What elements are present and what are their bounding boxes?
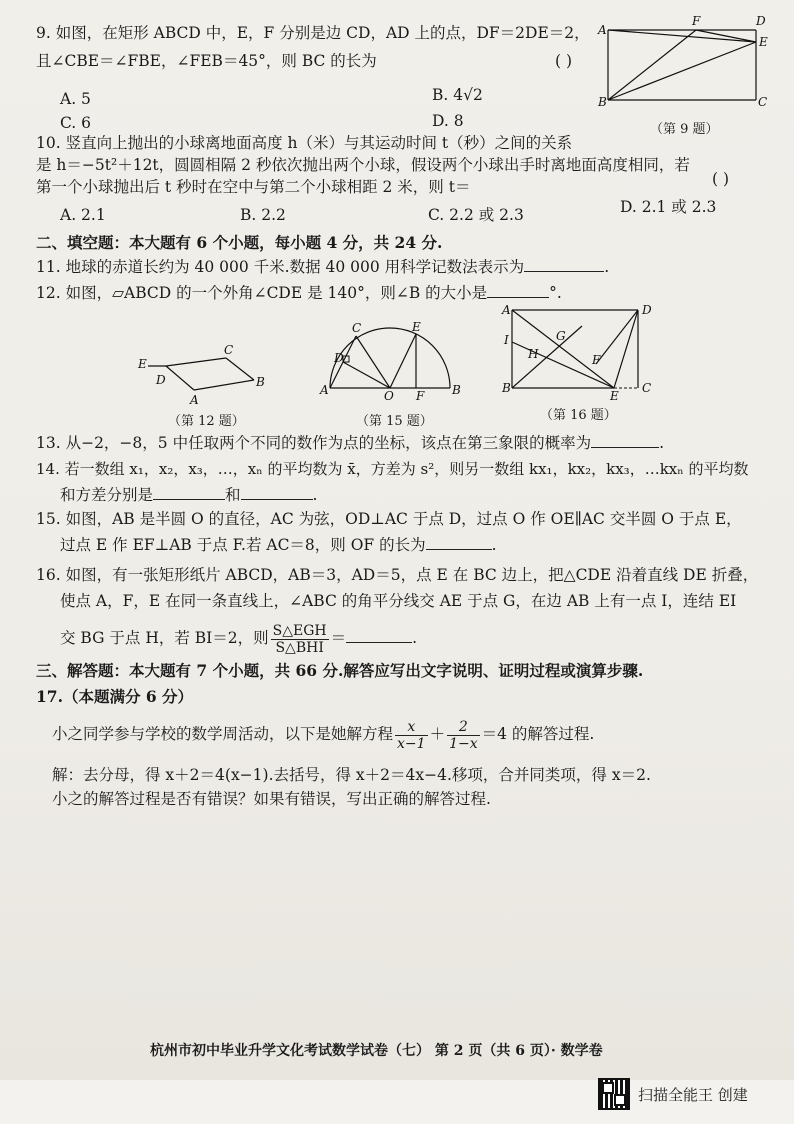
- svg-text:E: E: [759, 35, 768, 49]
- svg-text:B: B: [598, 95, 607, 109]
- q10-line2: 是 h＝−5t²＋12t，圆圆相隔 2 秒依次抛出两个小球，假设两个小球出手时离地面高度相同，若: [36, 156, 690, 174]
- q15-end: .: [491, 536, 497, 554]
- q14-end: .: [312, 486, 318, 504]
- q17-line1: [52, 716, 594, 752]
- q16-prompt: 交 BG 于点 H，若 BI＝2，则: [60, 629, 269, 647]
- q10-line1: 10. 竖直向上抛出的小球离地面高度 h（米）与其运动时间 t（秒）之间的关系: [36, 134, 573, 152]
- q14-and: 和: [225, 486, 241, 504]
- q12-answer-blank[interactable]: [487, 283, 549, 298]
- section-2-heading: 二、填空题：本大题有 6 个小题，每小题 4 分，共 24 分.: [36, 233, 443, 252]
- svg-text:G: G: [556, 329, 566, 343]
- svg-text:F: F: [416, 389, 425, 402]
- svg-text:C: C: [224, 343, 234, 357]
- svg-text:A: A: [598, 23, 607, 37]
- q17-f1-numerator: x: [395, 719, 428, 736]
- q13-prompt: 13. 从−2，−8，5 中任取两个不同的数作为点的坐标，该点在第三象限的概率为: [36, 434, 592, 452]
- svg-text:A: A: [320, 383, 329, 397]
- q14-prompt: 和方差分别是: [60, 486, 154, 504]
- q17-solution: 解：去分母，得 x＋2＝4(x−1).去括号，得 x＋2＝4x−4.移项，合并同类项，得 x＝2.: [52, 766, 651, 784]
- q9-option-c: C. 6: [60, 114, 92, 132]
- svg-text:O: O: [384, 389, 394, 402]
- q17-plus: ＋: [429, 725, 446, 743]
- q16-equals: ＝: [330, 629, 347, 647]
- figure-12-caption: （第 12 题）: [168, 414, 245, 429]
- q13-answer-blank[interactable]: [591, 433, 659, 448]
- svg-text:D: D: [156, 373, 166, 387]
- figure-15: [316, 322, 466, 402]
- svg-text:E: E: [610, 389, 619, 403]
- q13-end: .: [659, 434, 665, 452]
- q12-prompt: 12. 如图，▱ABCD 的一个外角∠CDE 是 140°，则∠B 的大小是: [36, 284, 488, 302]
- figure-9-caption: （第 9 题）: [650, 122, 719, 137]
- q10-paren: ( ): [712, 170, 730, 188]
- q15-prompt: 过点 E 作 EF⊥AB 于点 F.若 AC＝8，则 OF 的长为: [60, 536, 426, 554]
- q11-text: [36, 256, 609, 278]
- q10-option-b: B. 2.2: [240, 206, 286, 224]
- q10-line3: 第一个小球抛出后 t 秒时在空中与第二个小球相距 2 米，则 t＝: [36, 178, 471, 196]
- q17-heading: 17.（本题满分 6 分）: [36, 687, 194, 706]
- figure-9: [596, 14, 776, 114]
- svg-text:A: A: [190, 393, 199, 407]
- q9-line2: 且∠CBE＝∠FBE，∠FEB＝45°，则 BC 的长为: [36, 52, 377, 70]
- svg-text:C: C: [642, 381, 652, 395]
- svg-text:D: D: [756, 14, 766, 28]
- q9-line1: 9. 如图，在矩形 ABCD 中，E，F 分别是边 CD，AD 上的点，DF＝2DE＝2，: [36, 24, 590, 42]
- svg-text:F: F: [592, 353, 601, 367]
- svg-text:H: H: [528, 347, 539, 361]
- qr-code-icon: [598, 1078, 630, 1110]
- q12-text: [36, 282, 562, 304]
- svg-text:D: D: [642, 303, 652, 317]
- svg-text:E: E: [412, 322, 421, 334]
- q16-ratio-fraction: [271, 623, 329, 656]
- figure-16: [498, 300, 668, 405]
- page-footer: 杭州市初中毕业升学文化考试数学试卷（七） 第 2 页（共 6 页）· 数学卷: [150, 1043, 603, 1059]
- q17-intro-end: ＝4 的解答过程.: [481, 725, 595, 743]
- section-3-heading: 三、解答题：本大题有 7 个小题，共 66 分.解答应写出文字说明、证明过程或演算步骤.: [36, 661, 644, 680]
- q17-question: 小之的解答过程是否有错误？如果有错误，写出正确的解答过程.: [52, 790, 491, 808]
- q14-answer-blank-2[interactable]: [241, 485, 313, 500]
- q16-numerator: S△EGH: [272, 622, 327, 639]
- q15-line1: 15. 如图，AB 是半圆 O 的直径，AC 为弦，OD⊥AC 于点 D，过点 O 作 OE∥AC 交半圆 O 于点 E，: [36, 510, 742, 528]
- svg-text:F: F: [692, 14, 701, 28]
- figure-12: [136, 340, 276, 410]
- q10-option-d: D. 2.1 或 2.3: [620, 198, 717, 216]
- scanner-watermark: [598, 1078, 748, 1110]
- q9-paren: ( ): [555, 52, 573, 70]
- svg-text:B: B: [502, 381, 511, 395]
- q11-prompt: 11. 地球的赤道长约为 40 000 千米.数据 40 000 用科学记数法表示为: [36, 258, 525, 276]
- q17-intro: 小之同学参与学校的数学周活动，以下是她解方程: [52, 725, 394, 743]
- q14-line1: 14. 若一数组 x₁，x₂，x₃，…，xₙ 的平均数为 x̄，方差为 s²，则另一数组 kx₁，kx₂，kx₃，…kxₙ 的平均数: [36, 460, 749, 478]
- q14-answer-blank-1[interactable]: [153, 485, 225, 500]
- q16-end: .: [412, 629, 418, 647]
- figure-15-caption: （第 15 题）: [356, 414, 433, 429]
- q15-line2: [60, 534, 497, 556]
- q10-option-a: A. 2.1: [60, 206, 106, 224]
- svg-text:C: C: [352, 322, 362, 335]
- q16-line1: 16. 如图，有一张矩形纸片 ABCD，AB＝3，AD＝5，点 E 在 BC 边上，把△CDE 沿着直线 DE 折叠，: [36, 566, 759, 584]
- q16-denominator: S△BHI: [275, 639, 324, 656]
- q9-option-d: D. 8: [432, 112, 464, 130]
- figure-16-caption: （第 16 题）: [540, 408, 617, 423]
- q16-line3: [60, 620, 417, 656]
- q17-f2-denominator: 1−x: [449, 735, 478, 752]
- q10-option-c: C. 2.2 或 2.3: [428, 206, 524, 224]
- q16-answer-blank[interactable]: [346, 628, 412, 643]
- svg-text:I: I: [504, 333, 509, 347]
- scanner-brand-text: 扫描全能王 创建: [638, 1085, 748, 1104]
- svg-text:E: E: [138, 357, 147, 371]
- svg-text:A: A: [502, 303, 511, 317]
- q15-answer-blank[interactable]: [426, 535, 492, 550]
- q14-line2: [60, 484, 317, 506]
- q12-end: °.: [549, 284, 562, 302]
- q9-option-a: A. 5: [60, 90, 91, 108]
- q17-f2-numerator: 2: [447, 719, 480, 736]
- q13-text: [36, 432, 664, 454]
- svg-text:D: D: [334, 351, 344, 365]
- q17-fraction-1: [395, 719, 428, 752]
- svg-text:B: B: [452, 383, 461, 397]
- q17-f1-denominator: x−1: [397, 735, 426, 752]
- q11-end: .: [604, 258, 610, 276]
- q17-fraction-2: [447, 719, 480, 752]
- q9-option-b: B. 4√2: [432, 86, 483, 104]
- svg-text:C: C: [758, 95, 768, 109]
- q11-answer-blank[interactable]: [524, 257, 604, 272]
- q16-line2: 使点 A，F，E 在同一条直线上，∠ABC 的角平分线交 AE 于点 G，在边 AB 上有一点 I，连结 EI: [60, 592, 737, 610]
- svg-text:B: B: [256, 375, 265, 389]
